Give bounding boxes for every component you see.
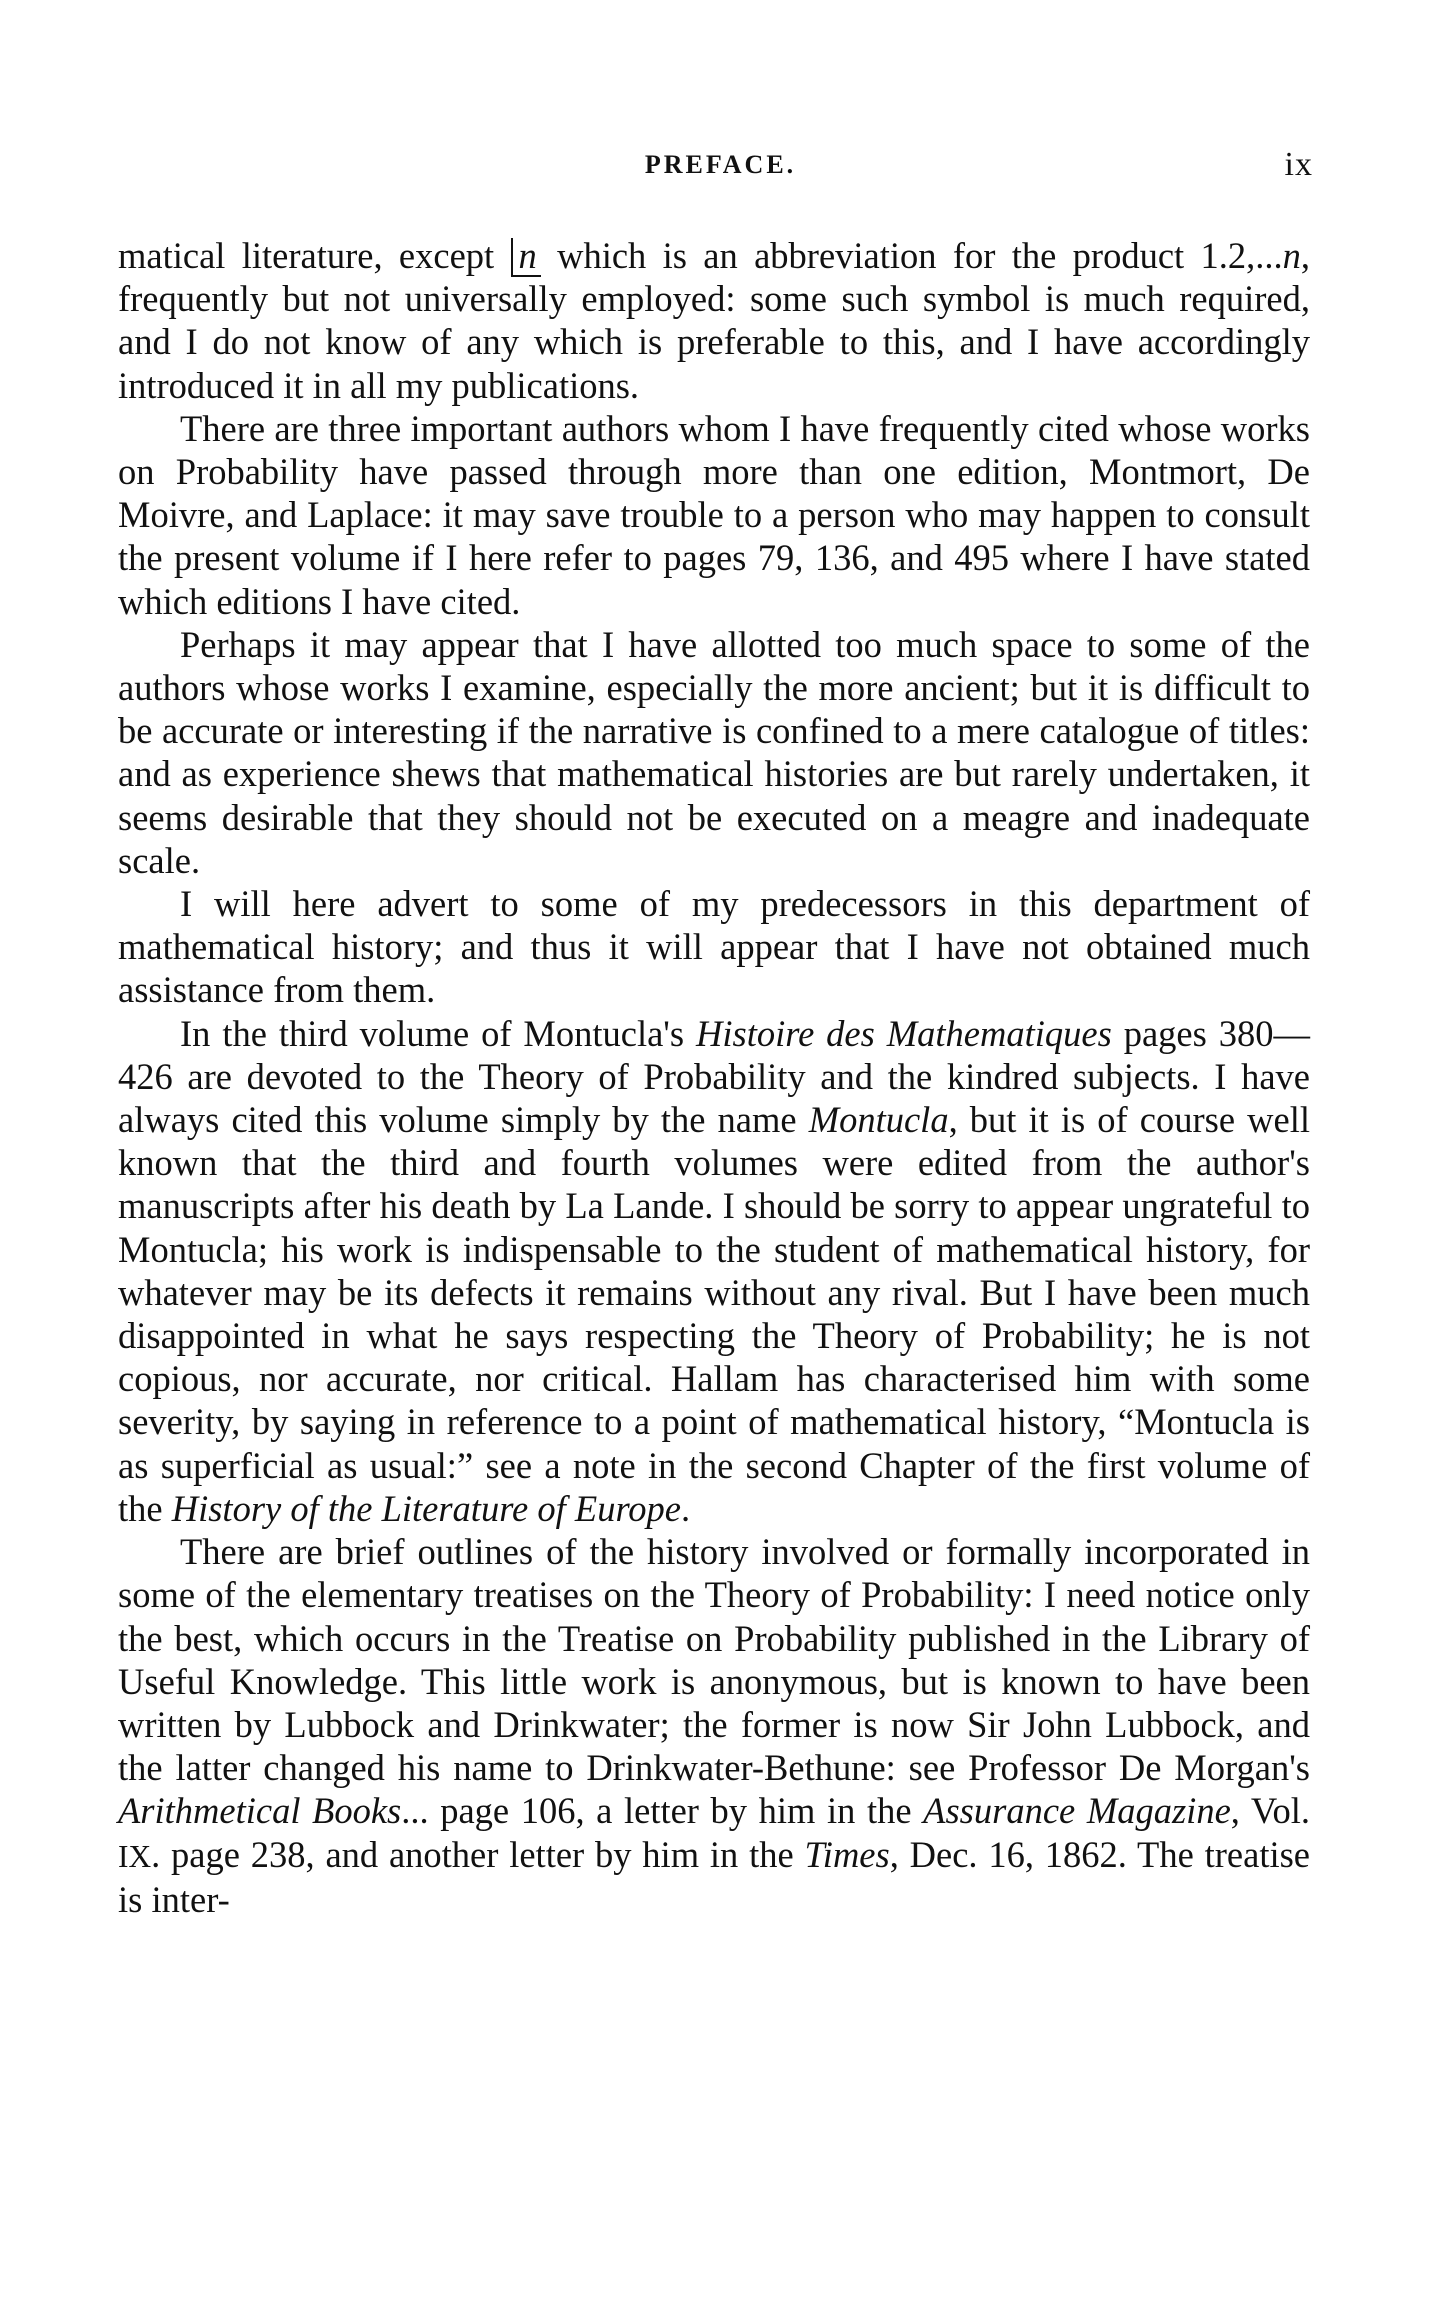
small-caps-text: IX — [118, 1838, 152, 1874]
factorial-symbol: n — [511, 238, 541, 277]
italic-text: Times — [804, 1833, 890, 1875]
text-run: , frequently but not universally employed: some such symbol is much required, and I do not know of any which is preferable to this, and I have accordingly introduced it in all my publications. — [118, 235, 1310, 406]
text-run: There are brief outlines of the history involved or formally incorporated in some of the elementary treatises on the Theory of Probability: I need notice only the best, which occurs in the Treatise on Probability published in the Library of Useful Knowledge. This little work is anonymous, but is known to have been written by Lubbock and Drinkwater; the former is now Sir John Lubbock, and the latter changed his name to Drinkwater-Bethune: see Professor De Morgan's — [118, 1531, 1310, 1789]
paragraph — [118, 234, 1310, 407]
italic-text: Arithmetical Books — [118, 1790, 402, 1832]
page-header — [118, 146, 1323, 190]
paragraph — [118, 882, 1310, 1012]
italic-text: Histoire des Mathematiques — [695, 1012, 1112, 1054]
text-run: ... page 106, a letter by him in the — [401, 1790, 924, 1832]
paragraph — [118, 1012, 1310, 1530]
body-text — [118, 234, 1310, 1921]
paragraph — [118, 407, 1310, 623]
text-run: . page 238, and another letter by him in the — [151, 1833, 805, 1875]
text-run: , Vol. — [1230, 1790, 1311, 1832]
text-run: , but it is of course well known that the third and fourth volumes were edited from the author's manuscripts after his death by La Lande. I should be sorry to appear ungrateful to Montucla; his work is indispensable to the student of mathematical history, for whatever may be its defects it remains without any rival. But I have been much disappointed in what he says respecting the Theory of Probability; he is not copious, nor accurate, nor critical. Hallam has characterised him with some severity, by saying in reference to a point of mathematical history, “Montucla is as superficial as usual:” see a note in the second Chapter of the first volume of the — [118, 1099, 1310, 1529]
italic-text: History of the Literature of Europe — [171, 1487, 681, 1529]
text-run: I will here advert to some of my predecessors in this department of mathematical history; and thus it will appear that I have not obtained much assistance from them. — [118, 883, 1310, 1011]
text-run: , Dec. 16, 1862. The treatise is inter- — [118, 1833, 1311, 1920]
italic-text: Assurance Magazine — [923, 1790, 1231, 1832]
text-run: matical literature, except — [118, 235, 511, 276]
text-run: In the third volume of Montucla's — [180, 1012, 696, 1054]
running-head: PREFACE. — [644, 150, 797, 179]
text-run: which is an abbreviation for the product 1.2,... — [540, 235, 1283, 276]
page-number: ix — [1284, 146, 1313, 183]
text-run: Perhaps it may appear that I have allotted too much space to some of the authors whose works I examine, especially the more ancient; but it is difficult to be accurate or interesting if the narrative is confined to a mere catalogue of titles: and as experience shews that mathematical histories are but rarely undertaken, it seems desirable that they should not be executed on a meagre and inadequate scale. — [118, 623, 1310, 881]
italic-text: n — [1282, 235, 1301, 276]
text-run: . — [681, 1487, 691, 1529]
italic-text: Montucla — [808, 1099, 949, 1141]
text-run: pages 380—426 are devoted to the Theory of Probability and the kindred subjects. I have always cited this volume simply by the name — [118, 1012, 1310, 1141]
text-run: There are three important authors whom I have frequently cited whose works on Probability have passed through more than one edition, Montmort, De Moivre, and Laplace: it may save trouble to a person who may happen to consult the present volume if I here refer to pages 79, 136, and 495 where I have stated which editions I have cited. — [118, 407, 1310, 622]
paragraph — [118, 623, 1310, 882]
paragraph — [118, 1530, 1310, 1921]
